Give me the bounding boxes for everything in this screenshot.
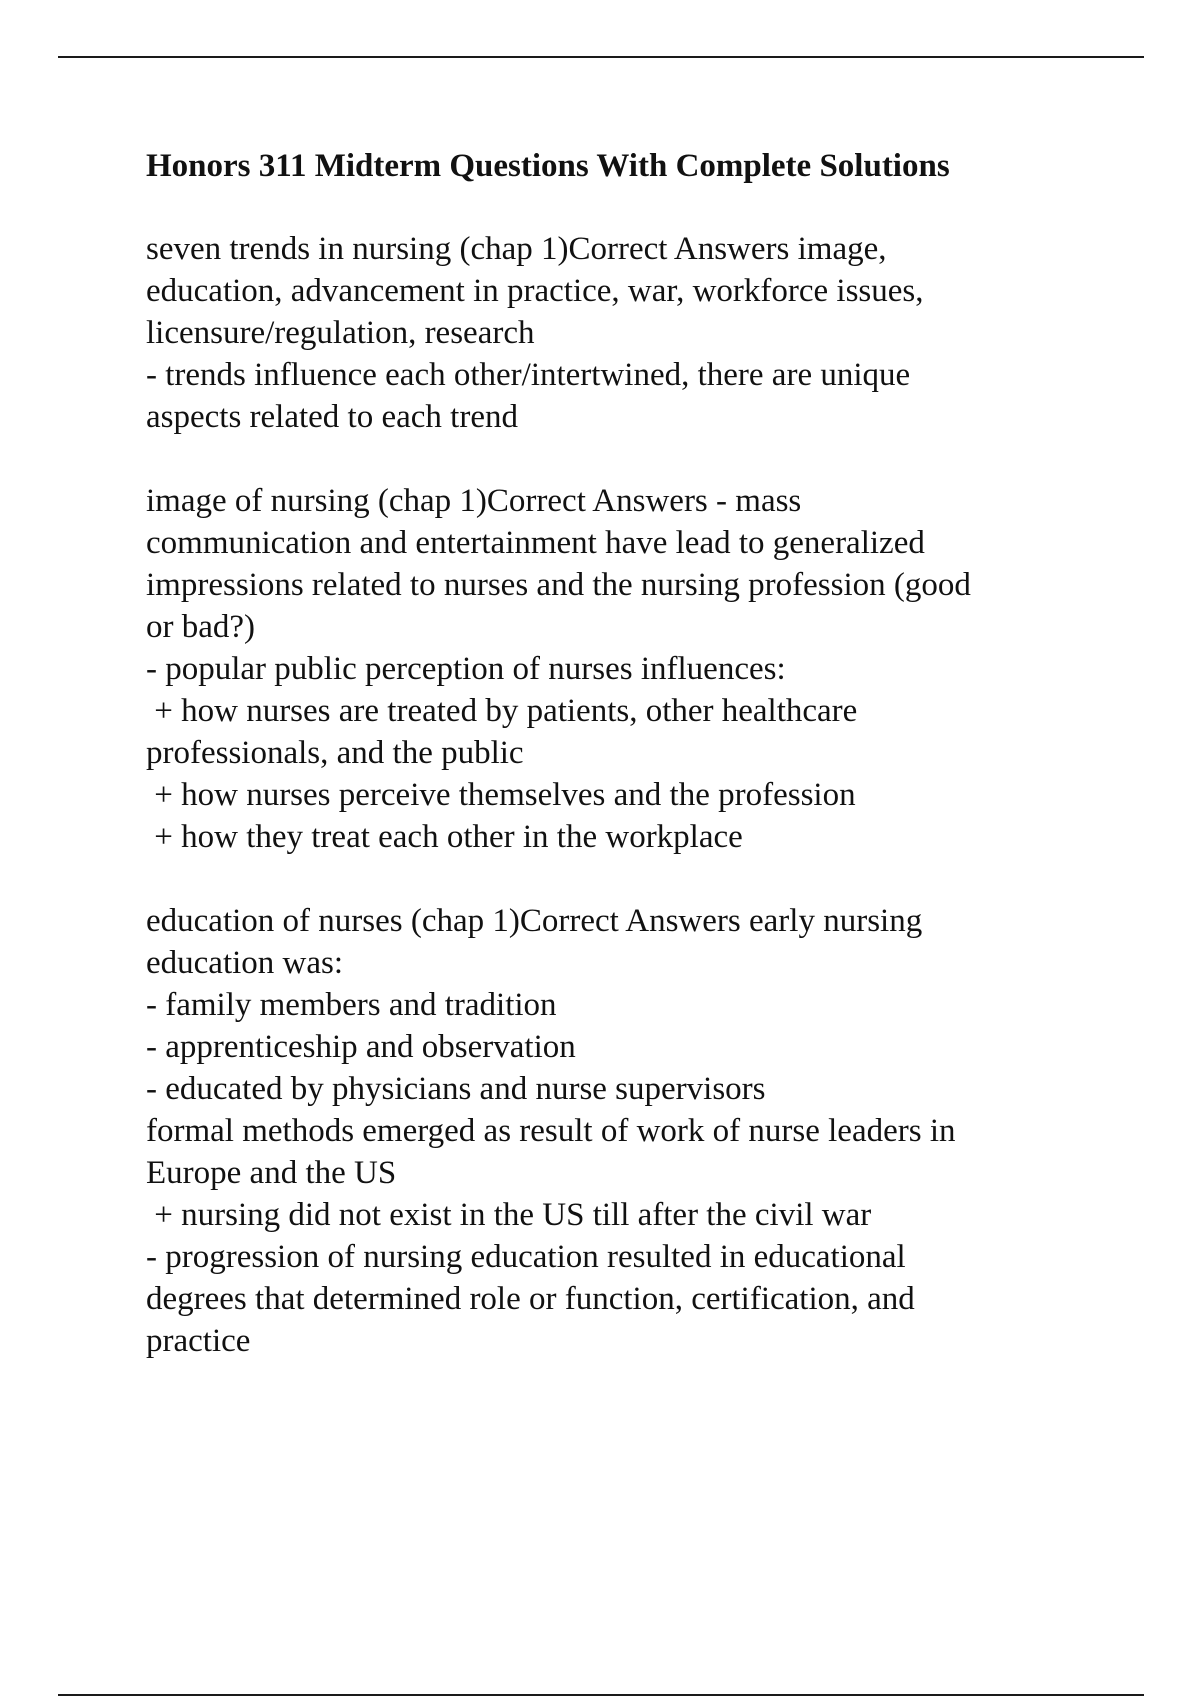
answer-line: - popular public perception of nurses influences: xyxy=(146,651,786,687)
document-body xyxy=(146,140,1076,1404)
answer-label: Correct Answers xyxy=(568,231,790,267)
answer-line: + how nurses are treated by patients, other healthcare xyxy=(146,693,858,729)
answer-line: communication and entertainment have lead to generalized xyxy=(146,525,925,561)
answer-label: Correct Answers xyxy=(519,903,741,939)
answer-line: - trends influence each other/intertwined, there are unique xyxy=(146,357,911,393)
answer-text: - mass xyxy=(716,483,802,519)
qa-entry-education-of-nurses xyxy=(146,900,1076,1362)
answer-line: - apprenticeship and observation xyxy=(146,1029,576,1065)
answer-text: early nursing xyxy=(749,903,923,939)
answer-line: degrees that determined role or function, certification, and xyxy=(146,1281,915,1317)
question-text: education of nurses (chap 1) xyxy=(146,903,520,939)
top-rule xyxy=(58,56,1144,58)
qa-first-line xyxy=(146,228,1076,270)
qa-entry-seven-trends xyxy=(146,228,1076,438)
answer-line: licensure/regulation, research xyxy=(146,315,535,351)
answer-line: professionals, and the public xyxy=(146,735,524,771)
answer-line: impressions related to nurses and the nursing profession (good xyxy=(146,567,971,603)
answer-line: + how nurses perceive themselves and the profession xyxy=(146,777,856,813)
answer-line: + nursing did not exist in the US till after the civil war xyxy=(146,1197,872,1233)
answer-line: - family members and tradition xyxy=(146,987,557,1023)
answer-line: aspects related to each trend xyxy=(146,399,518,435)
answer-line: - educated by physicians and nurse supervisors xyxy=(146,1071,766,1107)
answer-line: education was: xyxy=(146,945,344,981)
document-title: Honors 311 Midterm Questions With Complete Solutions xyxy=(146,148,950,184)
question-text: image of nursing (chap 1) xyxy=(146,483,487,519)
answer-line: or bad?) xyxy=(146,609,256,645)
qa-entry-image-of-nursing xyxy=(146,480,1076,858)
qa-first-line xyxy=(146,480,1076,522)
answer-line: education, advancement in practice, war, workforce issues, xyxy=(146,273,924,309)
answer-line: formal methods emerged as result of work of nurse leaders in xyxy=(146,1113,956,1149)
answer-line: practice xyxy=(146,1323,251,1359)
qa-first-line xyxy=(146,900,1076,942)
bottom-rule xyxy=(58,1694,1144,1696)
answer-line: + how they treat each other in the workplace xyxy=(146,819,743,855)
answer-line: - progression of nursing education resulted in educational xyxy=(146,1239,906,1275)
answer-text: image, xyxy=(797,231,887,267)
answer-line: Europe and the US xyxy=(146,1155,397,1191)
answer-label: Correct Answers xyxy=(486,483,708,519)
question-text: seven trends in nursing (chap 1) xyxy=(146,231,569,267)
